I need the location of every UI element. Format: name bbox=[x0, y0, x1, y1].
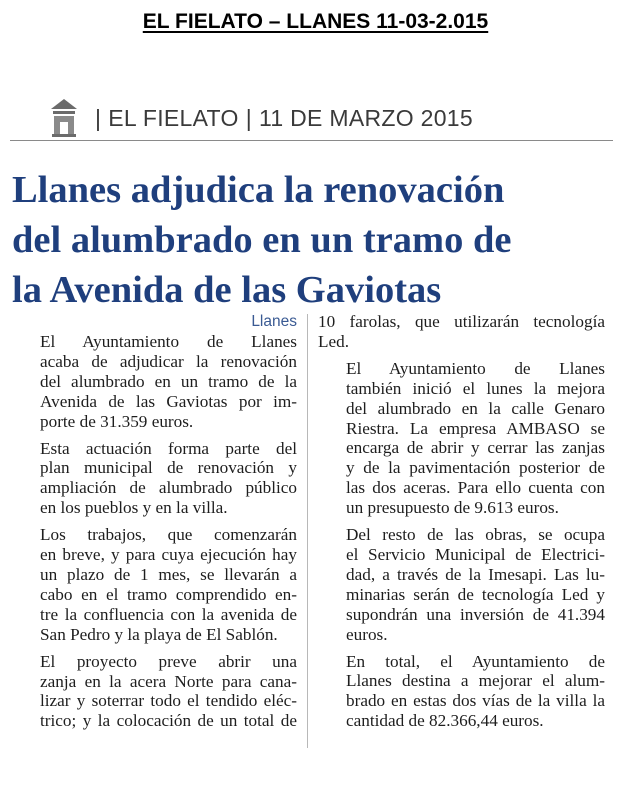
paragraph bbox=[12, 332, 297, 432]
text-line: supondrán una inversión de 41.394 bbox=[346, 604, 605, 624]
text-line: encarga de abrir y cerrar las zanjas bbox=[346, 438, 605, 458]
text-line: Esta actuación forma parte del bbox=[40, 438, 297, 458]
headline-line: del alumbrado en un tramo de bbox=[12, 219, 512, 261]
text-line: las dos aceras. Para ello cuenta con bbox=[346, 478, 605, 498]
text-line: El Ayuntamiento de Llanes bbox=[40, 332, 297, 351]
text-line: Led. bbox=[318, 331, 350, 351]
headline-line: la Avenida de las Gaviotas bbox=[12, 269, 442, 311]
text-line: 10 farolas, que utilizarán tecnología bbox=[318, 312, 605, 331]
text-line: un presupuesto de 9.613 euros. bbox=[346, 498, 559, 518]
paragraph bbox=[318, 312, 605, 352]
text-line: El Ayuntamiento de Llanes bbox=[346, 358, 605, 378]
paragraph bbox=[12, 652, 297, 732]
text-line: el Servicio Municipal de Electrici- bbox=[346, 544, 605, 564]
paragraph bbox=[318, 652, 605, 732]
text-line: El proyecto preve abrir una bbox=[40, 651, 297, 671]
masthead bbox=[50, 96, 473, 140]
text-line: trico; y la colocación de un total de bbox=[40, 711, 297, 731]
dateline: Llanes bbox=[251, 313, 297, 330]
text-line: euros. bbox=[346, 624, 388, 644]
article-column-right bbox=[318, 312, 605, 738]
text-line: porte de 31.359 euros. bbox=[40, 411, 194, 431]
text-line: Riestra. La empresa AMBASO se bbox=[346, 418, 605, 438]
masthead-separator: | bbox=[245, 104, 252, 131]
headline-line: Llanes adjudica la renovación bbox=[12, 169, 505, 211]
masthead-date: 11 DE MARZO 2015 bbox=[258, 104, 473, 131]
masthead-rule bbox=[10, 140, 613, 141]
paragraph bbox=[12, 439, 297, 519]
text-line: del alumbrado en un tramo de la bbox=[40, 371, 297, 391]
text-line: del alumbrado en la calle Genaro bbox=[346, 398, 605, 418]
text-line: brado en estas dos vías de la villa la bbox=[346, 691, 605, 711]
text-line: un plazo de 1 mes, se llevarán a bbox=[40, 564, 297, 584]
text-line: en breve, y para cuya ejecución hay bbox=[40, 545, 297, 565]
text-line: acaba de adjudicar la renovación bbox=[40, 351, 297, 371]
paragraph bbox=[318, 525, 605, 644]
masthead-separator: | bbox=[95, 104, 102, 131]
text-line: cabo en el tramo comprendido en- bbox=[40, 584, 297, 604]
text-line: En total, el Ayuntamiento de bbox=[346, 651, 605, 671]
paragraph bbox=[318, 359, 605, 518]
text-line: y de la pavimentación posterior de bbox=[346, 458, 605, 478]
text-line: San Pedro y la playa de El Sablón. bbox=[40, 624, 278, 644]
text-line: ampliación de alumbrado público bbox=[40, 478, 297, 498]
clipping-title: EL FIELATO – LLANES 11-03-2.015 bbox=[142, 10, 489, 33]
text-line: minarias serán de tecnología Led y bbox=[346, 584, 605, 604]
text-line: Avenida de las Gaviotas por im- bbox=[40, 391, 297, 411]
text-line: plan municipal de renovación y bbox=[40, 458, 297, 478]
paragraph bbox=[12, 525, 297, 644]
text-line: tre la confluencia con la avenida de bbox=[40, 604, 297, 624]
text-line: dad, a través de la Imesapi. Las lu- bbox=[346, 564, 605, 584]
text-line: lizar y soterrar todo el tendido eléc- bbox=[40, 691, 297, 711]
text-line: Del resto de las obras, se ocupa bbox=[346, 525, 605, 545]
masthead-section: EL FIELATO bbox=[108, 104, 239, 131]
text-line: en los pueblos y en la villa. bbox=[40, 498, 228, 518]
text-line: Los trabajos, que comenzarán bbox=[40, 525, 297, 545]
article-column-left bbox=[12, 312, 297, 738]
building-logo-icon bbox=[50, 98, 78, 138]
text-line: también inició el lunes la mejora bbox=[346, 378, 605, 398]
text-line: cantidad de 82.366,44 euros. bbox=[346, 711, 544, 731]
headline bbox=[12, 165, 612, 315]
text-line: Llanes destina a mejorar el alum- bbox=[346, 671, 605, 691]
text-line: zanja en la acera Norte para cana- bbox=[40, 671, 297, 691]
